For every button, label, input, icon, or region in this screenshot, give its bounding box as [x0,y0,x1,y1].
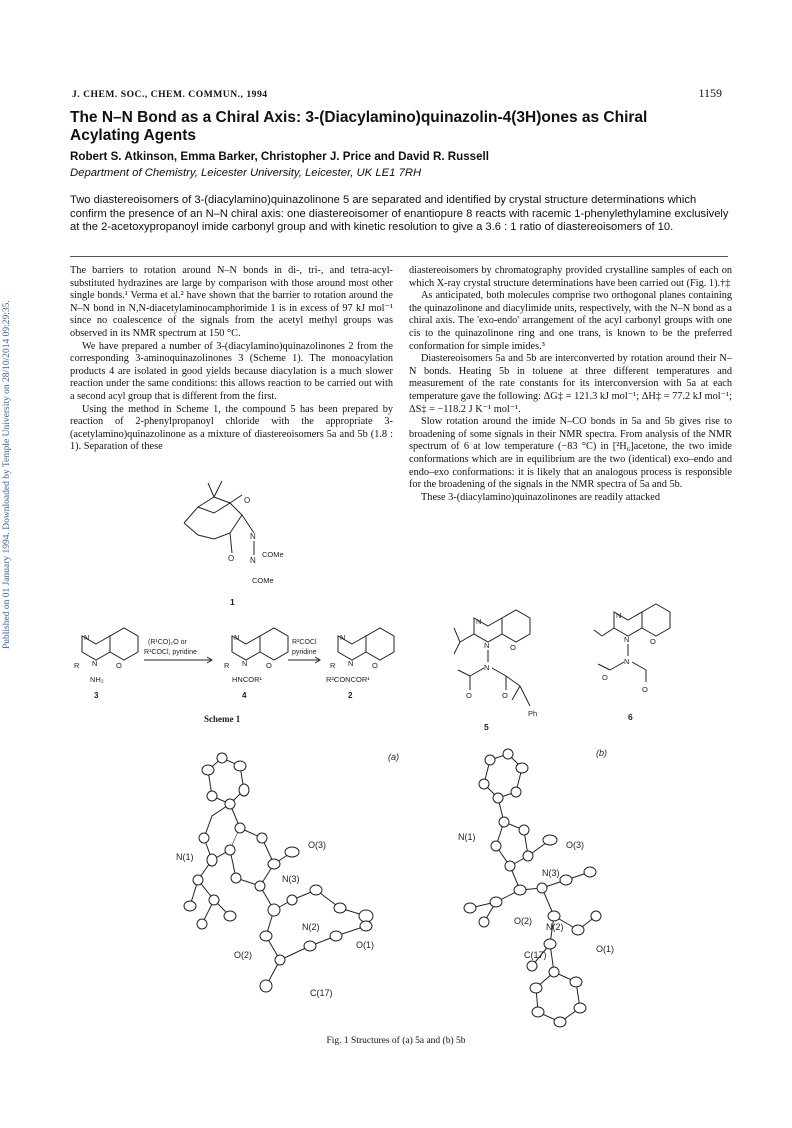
svg-text:O: O [266,661,272,670]
svg-text:R²CONCOR¹: R²CONCOR¹ [326,675,370,684]
svg-text:C(17): C(17) [310,988,333,998]
svg-text:O: O [510,643,516,652]
compound-3 [74,628,138,700]
compound-4 [224,628,288,700]
svg-text:O: O [650,637,656,646]
svg-text:R: R [224,661,230,670]
svg-text:HNCOR¹: HNCOR¹ [232,675,262,684]
reagent-2b: pyridine [292,649,317,656]
figure-1b [450,740,670,1030]
svg-text:O: O [502,691,508,700]
download-notice: Published on 01 January 1994. Downloaded by Temple University on 28/10/2014 09:29:35. [2,300,12,650]
svg-text:N(1): N(1) [176,852,194,862]
svg-text:N: N [250,532,256,541]
paragraph: As anticipated, both molecules comprise two orthogonal planes containing the quinazolinone and diacylimide units, respectively, with the N–N bond as a chiral axis. The 'exo-endo' arrangement of the acyl carbonyl groups with one cis to the quinazolinone ring and one trans, is known to be the preferred conformation for simple imides.³ [409,290,732,352]
compound-2 [326,628,394,700]
paragraph: We have prepared a number of 3-(diacylamino)quinazolinones 2 from the corresponding 3-aminoquinazolinones 3 (Scheme 1). The monoacylation products 4 are isolated in good yields because diacylation is a much slower reaction under the same conditions: this allows reaction to be carried out with a second acyl group that is different from the first. [70,340,393,402]
svg-text:O: O [244,496,251,505]
scheme-label: Scheme 1 [204,714,241,724]
abstract: Two diastereoisomers of 3-(diacylamino)quinazolinone 5 are separated and identified by crystal structure determinations which confirm the presence of an N–N chiral axis: one diastereoisomer of enantiopure 8 reacts with racemic 1-phenylethylamine exclusively at the 2-acetoxypropanoyl imide carbonyl group and with kinetic resolution to give a 3.6 : 1 ratio of diastereoisomers of 10. [70,194,729,233]
svg-text:N(3): N(3) [282,874,300,884]
scheme-1 [70,618,400,728]
svg-text:O(3): O(3) [308,840,326,850]
svg-text:O(2): O(2) [514,916,532,926]
abstract-divider [70,256,728,257]
svg-text:O: O [602,673,608,682]
affiliation: Department of Chemistry, Leicester University, Leicester, UK LE1 7RH [70,167,422,179]
structure-6 [590,600,700,736]
cmpd6-number: 6 [628,712,633,722]
svg-text:N: N [92,659,98,668]
figure-1a-label: (a) [388,752,399,762]
svg-text:O: O [228,554,235,563]
svg-text:O: O [372,661,378,670]
svg-text:C(17): C(17) [524,950,547,960]
svg-text:O: O [466,691,472,700]
svg-text:N: N [242,659,248,668]
svg-text:N(1): N(1) [458,832,476,842]
page-number: 1159 [698,86,722,100]
svg-text:N: N [624,635,630,644]
paragraph: Slow rotation around the imide N–CO bonds in 5a and 5b gives rise to broadening of some signals in their NMR spectra. From analysis of the NMR spectrum of 6 at low temperature (−83 °C) in [²H₆]acetone, the two imide conformations which are in equilibrium are the two (identical) exo–endo and endo–exo conformations: it is likely that an analogous process is responsible for the broadening of the signals in the NMR spectra of 5a and 5b. [409,416,732,491]
body-column-right [409,265,732,504]
svg-text:O(3): O(3) [566,840,584,850]
svg-text:N: N [484,663,490,672]
svg-text:N: N [624,657,630,666]
svg-text:N: N [234,633,240,642]
svg-text:3: 3 [94,691,99,700]
figure-1a [170,740,410,1030]
structure-5 [450,606,560,736]
svg-text:NH₂: NH₂ [90,675,104,684]
svg-text:O(2): O(2) [234,950,252,960]
svg-text:N: N [340,633,346,642]
cmpd5-number: 5 [484,722,489,732]
paragraph: diastereoisomers by chromatography provided crystalline samples of each on which X-ray crystal structure determinations have been carried out (Fig. 1).†‡ [409,265,732,289]
svg-text:4: 4 [242,691,247,700]
svg-text:N(3): N(3) [542,868,560,878]
cmpd1-number: 1 [230,597,235,607]
svg-text:N: N [250,556,256,565]
reagent-1b: R¹COCl, pyridine [144,649,197,656]
svg-text:Ph: Ph [528,709,538,718]
svg-text:N: N [84,633,90,642]
body-column-left [70,265,393,454]
reagent-2a: R²COCl [292,639,317,646]
article-title: The N–N Bond as a Chiral Axis: 3-(Diacylamino)quinazolin-4(3H)ones as Chiral Acylating Agents [70,109,648,144]
author-list: Robert S. Atkinson, Emma Barker, Christopher J. Price and David R. Russell [70,150,489,163]
figure-1b-label: (b) [596,748,607,758]
svg-text:N: N [484,641,490,650]
paragraph: The barriers to rotation around N–N bonds in di-, tri-, and tetra-acyl-substituted hydrazines are large by comparison with those around most other single bonds.¹ Verma et al.² have shown that the barrier to rotation around the N–N bond in N,N-diacetylaminocamphorimide 1 is in excess of 97 kJ mol⁻¹ since no coalescence of the signals from the acetyl methyl groups was observed in its NMR spectrum at 150 °C. [70,265,393,339]
svg-text:R: R [330,661,336,670]
paragraph: Using the method in Scheme 1, the compound 5 has been prepared by reaction of 2-phenylpropanoyl chloride with the appropriate 3-(acetylamino)quinazolinone as a mixture of diastereoisomers 5a and 5b (1.8 : 1). Separation of these [70,403,393,453]
figure-caption: Fig. 1 Structures of (a) 5a and (b) 5b [326,1036,466,1046]
reagent-1a: (R¹CO)₂O or [148,639,187,646]
svg-text:O(1): O(1) [356,940,374,950]
svg-text:N(2): N(2) [302,922,320,932]
paragraph: These 3-(diacylamino)quinazolinones are readily attacked [421,491,661,503]
journal-header: J. CHEM. SOC., CHEM. COMMUN., 1994 [72,89,268,100]
svg-text:O: O [116,661,122,670]
cmpd1-sub2: COMe [252,576,274,585]
svg-text:R: R [74,661,80,670]
cmpd1-sub1: COMe [262,550,284,559]
svg-text:N: N [348,659,354,668]
svg-text:O: O [642,685,648,694]
svg-text:N: N [616,611,622,620]
structure-1 [170,455,284,615]
svg-text:N: N [476,617,482,626]
paragraph: Diastereoisomers 5a and 5b are interconverted by rotation around their N–N bonds. Heating 5b in toluene at three different temperatures and measurement of the rate constants for its interconversion with 5a at each temperature gave the following: ΔG‡ = 121.3 kJ mol⁻¹; ΔH‡ = 77.2 kJ mol⁻¹; ΔS‡ = −118.2 J K⁻¹ mol⁻¹. [409,353,732,415]
svg-text:O(1): O(1) [596,944,614,954]
svg-text:N(2): N(2) [546,922,564,932]
svg-text:2: 2 [348,691,353,700]
